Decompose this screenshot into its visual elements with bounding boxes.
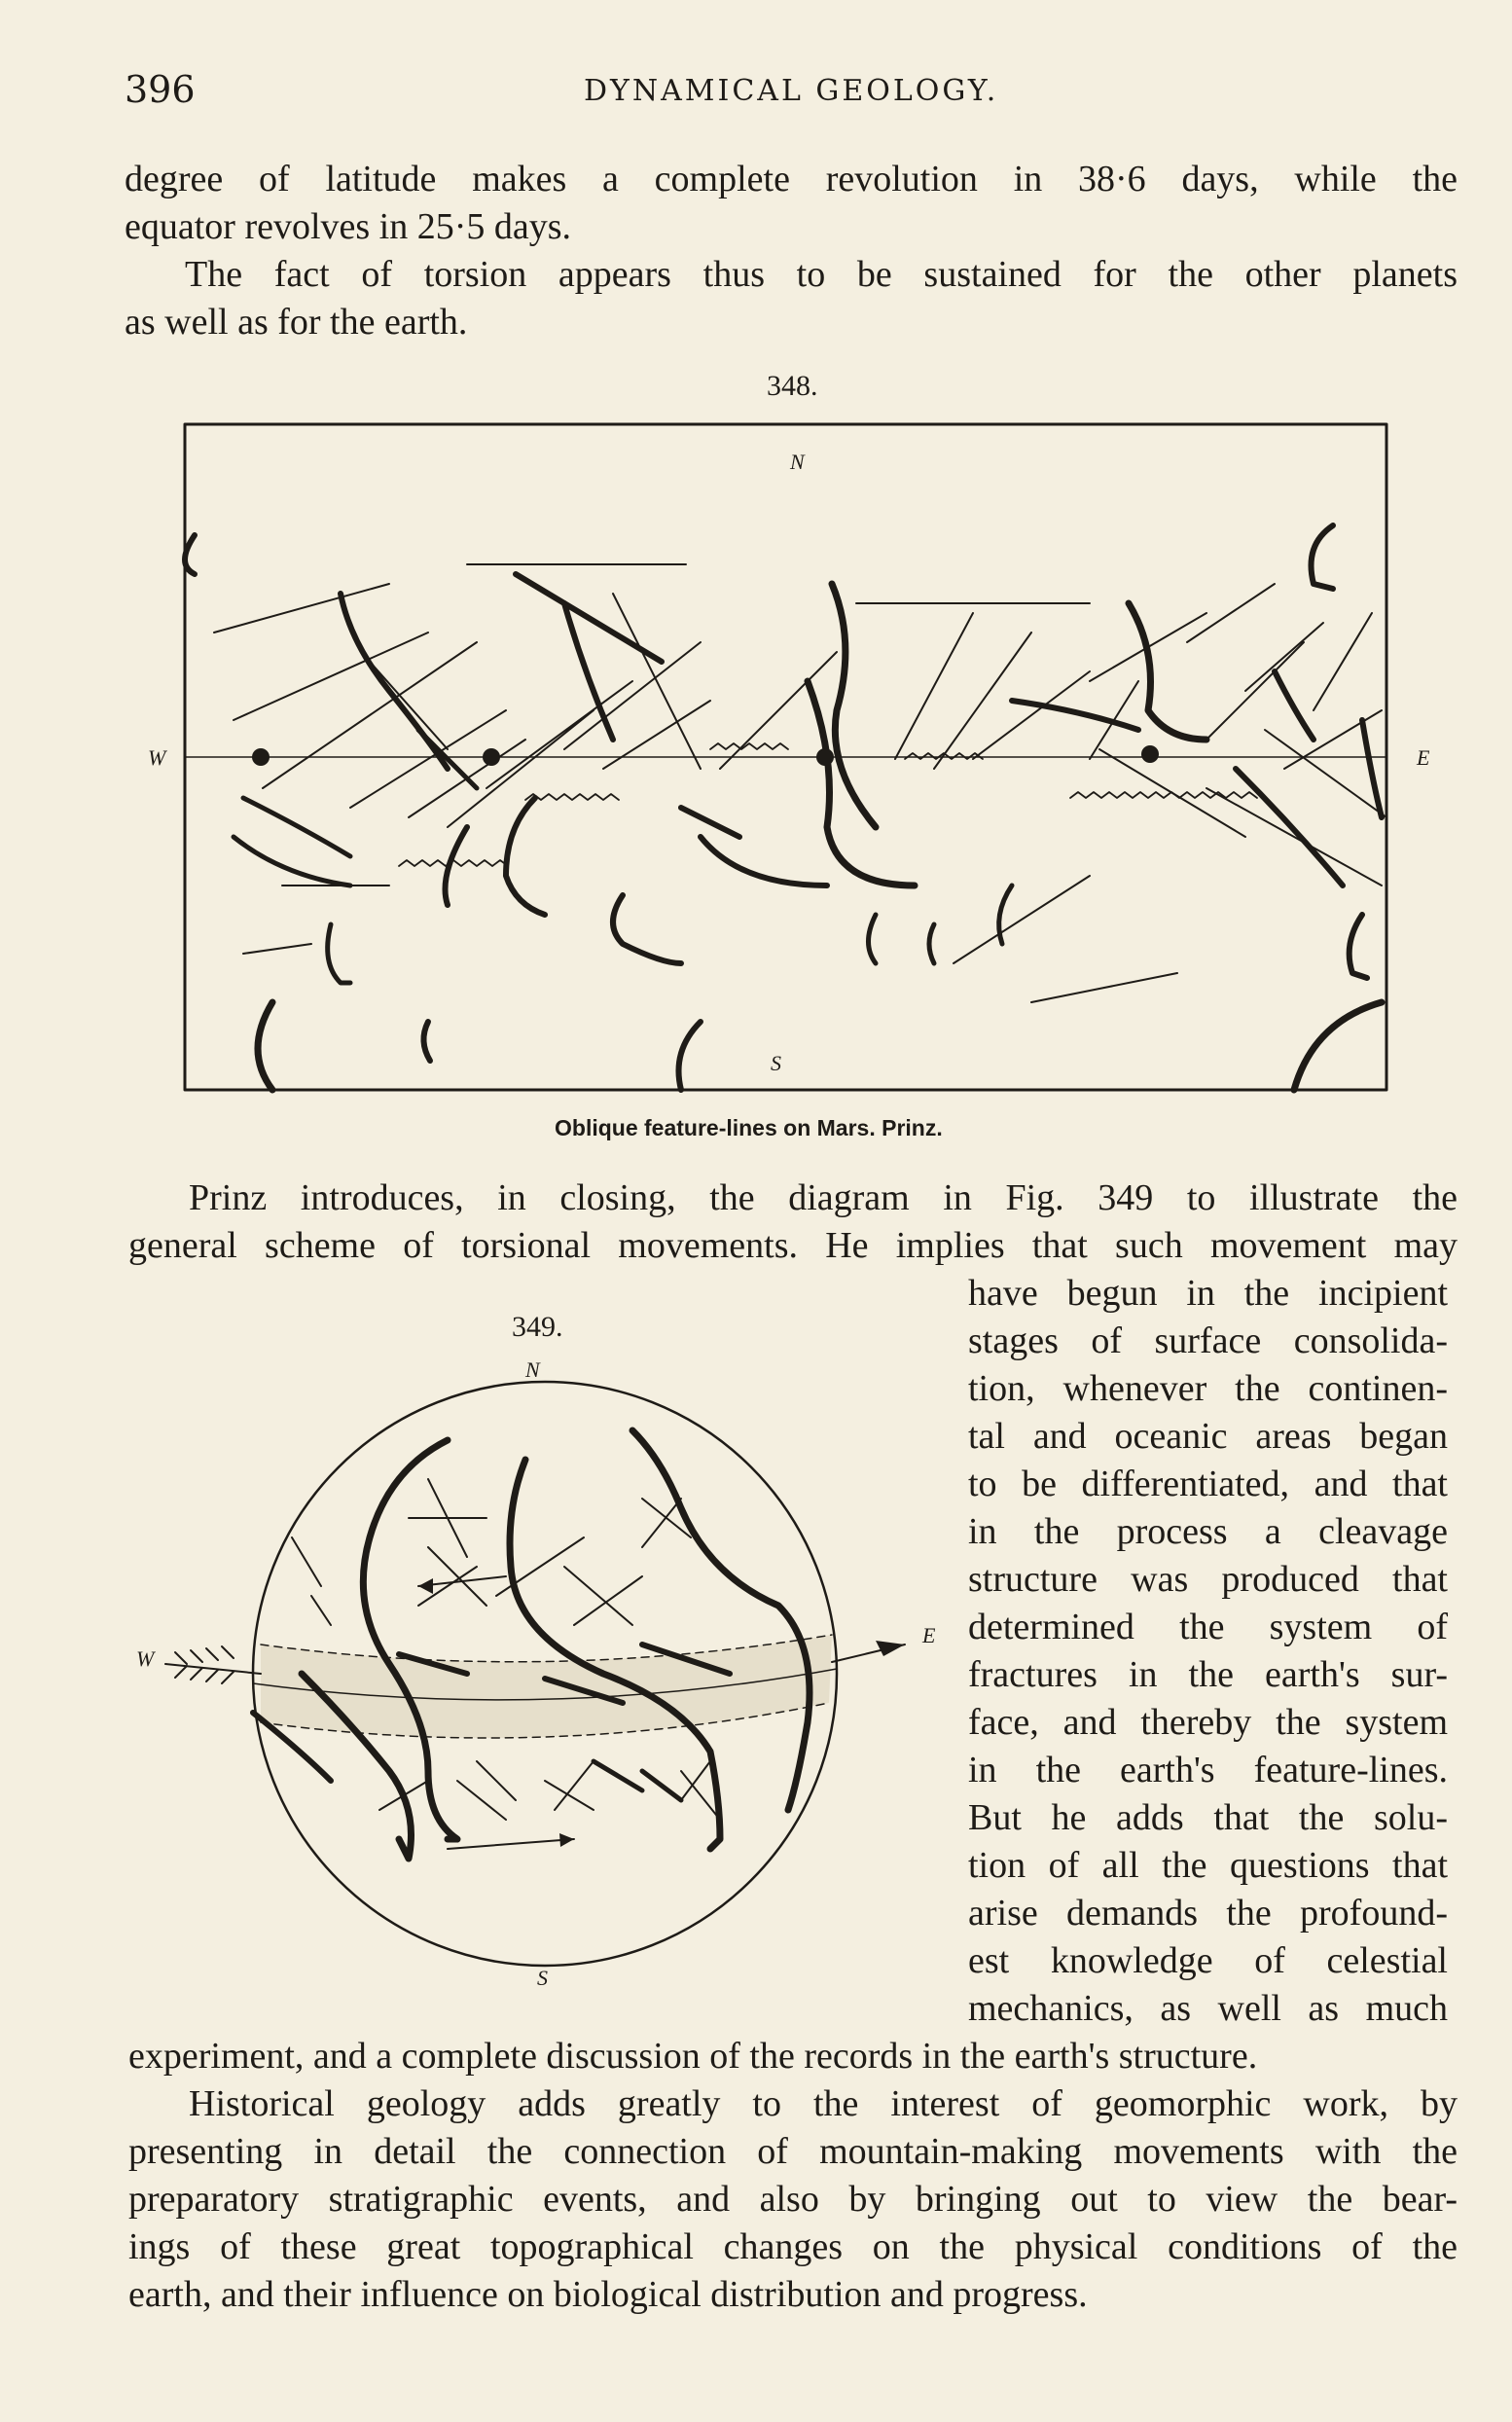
text-line: Prinz introduces, in closing, the diagram in Fig. 349 to illustrate the bbox=[189, 1177, 1458, 1218]
text-line: arise demands the profound- bbox=[968, 1893, 1448, 1934]
text-line: earth, and their influence on biological distribution and progress. bbox=[128, 2274, 1088, 2315]
text-line: The fact of torsion appears thus to be sustained for the other planets bbox=[185, 254, 1458, 295]
text-line: tion of all the questions that bbox=[968, 1845, 1448, 1886]
text-line: But he adds that the solu- bbox=[968, 1797, 1448, 1838]
text-line: tion, whenever the continen- bbox=[968, 1368, 1448, 1409]
figure-348-west-label: W bbox=[148, 745, 166, 770]
figure-349 bbox=[136, 1353, 954, 1995]
text-line: mechanics, as well as much bbox=[968, 1988, 1448, 2029]
text-line: stages of surface consolida- bbox=[968, 1320, 1448, 1361]
prinz-paragraph bbox=[128, 1175, 1458, 1270]
paragraph-end bbox=[128, 2033, 1458, 2080]
text-line: presenting in detail the connection of mountain-making movements with the bbox=[128, 2131, 1458, 2172]
side-column-text bbox=[968, 1270, 1448, 2033]
text-line: tal and oceanic areas began bbox=[968, 1416, 1448, 1457]
text-line: in the earth's feature-lines. bbox=[968, 1750, 1448, 1790]
figure-348 bbox=[156, 418, 1421, 1100]
running-title: DYNAMICAL GEOLOGY. bbox=[584, 74, 999, 108]
text-line: experiment, and a complete discussion of the records in the earth's structure. bbox=[128, 2036, 1258, 2077]
figure-349-number: 349. bbox=[512, 1311, 563, 1343]
text-line: equator revolves in 25·5 days. bbox=[125, 206, 572, 247]
figure-348-caption: Oblique feature-lines on Mars. Prinz. bbox=[555, 1115, 943, 1140]
text-line: face, and thereby the system bbox=[968, 1702, 1448, 1743]
text-line: have begun in the incipient bbox=[968, 1273, 1448, 1314]
figure-348-north-label: N bbox=[790, 450, 805, 474]
text-line: general scheme of torsional movements. He implies that such movement may bbox=[128, 1225, 1458, 1266]
text-line: est knowledge of celestial bbox=[968, 1940, 1448, 1981]
text-line: ings of these great topographical changes on the physical conditions of the bbox=[128, 2226, 1458, 2267]
text-line: structure was produced that bbox=[968, 1559, 1448, 1600]
figure-348-east-label: E bbox=[1417, 745, 1430, 770]
historical-paragraph bbox=[128, 2080, 1458, 2319]
figure-348-south-label: S bbox=[771, 1051, 781, 1075]
figure-349-west-label: W bbox=[136, 1646, 155, 1671]
text-line: fractures in the earth's sur- bbox=[968, 1654, 1448, 1695]
figure-349-north-label: N bbox=[525, 1357, 540, 1382]
text-line: in the process a cleavage bbox=[968, 1511, 1448, 1552]
text-line: preparatory stratigraphic events, and also by bringing out to view the bear- bbox=[128, 2179, 1458, 2220]
intro-paragraph bbox=[125, 156, 1458, 346]
text-line: as well as for the earth. bbox=[125, 302, 468, 343]
mars-feature-lines-drawing bbox=[156, 418, 1421, 1100]
figure-349-east-label: E bbox=[922, 1623, 936, 1647]
page-number: 396 bbox=[125, 68, 196, 111]
figure-348-number: 348. bbox=[767, 370, 818, 402]
text-line: to be differentiated, and that bbox=[968, 1464, 1448, 1504]
text-line: Historical geology adds greatly to the interest of geomorphic work, by bbox=[189, 2083, 1458, 2124]
text-line: degree of latitude makes a complete revolution in 38·6 days, while the bbox=[125, 159, 1458, 199]
text-line: determined the system of bbox=[968, 1607, 1448, 1647]
torsion-globe-drawing bbox=[136, 1353, 954, 1995]
figure-349-south-label: S bbox=[537, 1966, 548, 1990]
